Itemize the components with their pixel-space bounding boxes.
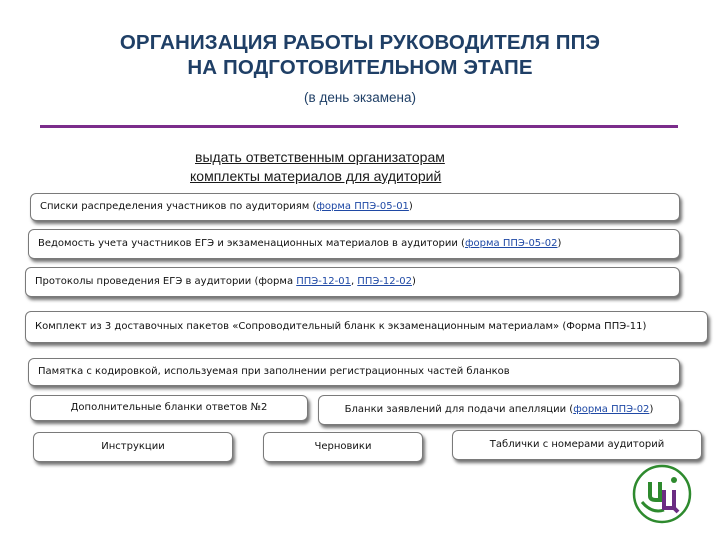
form-link-12-02[interactable]: ППЭ-12-02 xyxy=(357,276,412,287)
form-link-05-02[interactable]: форма ППЭ-05-02 xyxy=(464,238,558,249)
logo-letter-ch xyxy=(650,482,660,500)
form-link-05-01[interactable]: форма ППЭ-05-01 xyxy=(316,201,409,212)
form-link-12-01[interactable]: ППЭ-12-01 xyxy=(296,276,351,287)
item-accounting-statement xyxy=(28,229,680,259)
item-extra-answer-forms xyxy=(30,395,308,421)
item-text: Списки распределения участников по аудиториям ( xyxy=(40,201,317,212)
logo-letter-ts xyxy=(664,490,678,512)
title-divider xyxy=(40,125,678,128)
logo-dot xyxy=(671,477,677,483)
item-extra-answer-forms-label: Дополнительные бланки ответов №2 xyxy=(70,402,268,413)
item-accounting-statement-label xyxy=(38,238,561,250)
item-appeal-forms xyxy=(318,395,680,425)
item-text: Бланки заявлений для подачи апелляции ( xyxy=(344,404,574,415)
page-subtitle: (в день экзамена) xyxy=(304,90,416,105)
title-line-1: ОРГАНИЗАЦИЯ РАБОТЫ РУКОВОДИТЕЛЯ ППЭ xyxy=(119,31,601,54)
item-text: Протоколы проведения ЕГЭ в аудитории (форма xyxy=(35,276,297,287)
item-suffix: ) xyxy=(649,404,654,415)
item-coding-memo xyxy=(28,358,680,386)
title-line-2: НА ПОДГОТОВИТЕЛЬНОМ ЭТАПЕ xyxy=(187,56,533,79)
item-separator: , xyxy=(350,276,358,287)
item-appeal-forms-label xyxy=(319,404,679,416)
item-suffix: ) xyxy=(411,276,416,287)
item-coding-memo-label: Памятка с кодировкой, используемая при заполнении регистрационных частей бланков xyxy=(38,366,510,377)
item-room-signs-label: Таблички с номерами аудиторий xyxy=(489,439,665,450)
item-delivery-packages-kit-label: Комплект из 3 доставочных пакетов «Сопроводительный бланк к экзаменационным материалам» (Форма ППЭ-11) xyxy=(35,321,647,332)
item-exam-protocols xyxy=(25,267,680,297)
item-suffix: ) xyxy=(408,201,413,212)
item-participant-lists xyxy=(30,193,680,221)
item-room-signs xyxy=(452,430,702,460)
item-participant-lists-label xyxy=(40,201,413,213)
item-instructions xyxy=(33,432,233,462)
item-drafts xyxy=(263,432,423,462)
page-title xyxy=(0,30,720,80)
item-suffix: ) xyxy=(557,238,562,249)
ftc-logo-icon xyxy=(630,462,694,526)
logo-leaf-curve xyxy=(642,502,664,511)
item-delivery-packages-kit xyxy=(25,311,708,343)
form-link-02[interactable]: форма ППЭ-02 xyxy=(573,404,650,415)
item-exam-protocols-label xyxy=(35,276,416,288)
item-instructions-label: Инструкции xyxy=(101,441,165,452)
item-text: Ведомость учета участников ЕГЭ и экзаменационных материалов в аудитории ( xyxy=(38,238,465,249)
task-heading xyxy=(190,148,510,186)
task-heading-line-1: выдать ответственным организаторам xyxy=(195,149,445,165)
task-heading-line-2: комплекты материалов для аудиторий xyxy=(190,168,442,184)
item-drafts-label: Черновики xyxy=(314,441,372,452)
